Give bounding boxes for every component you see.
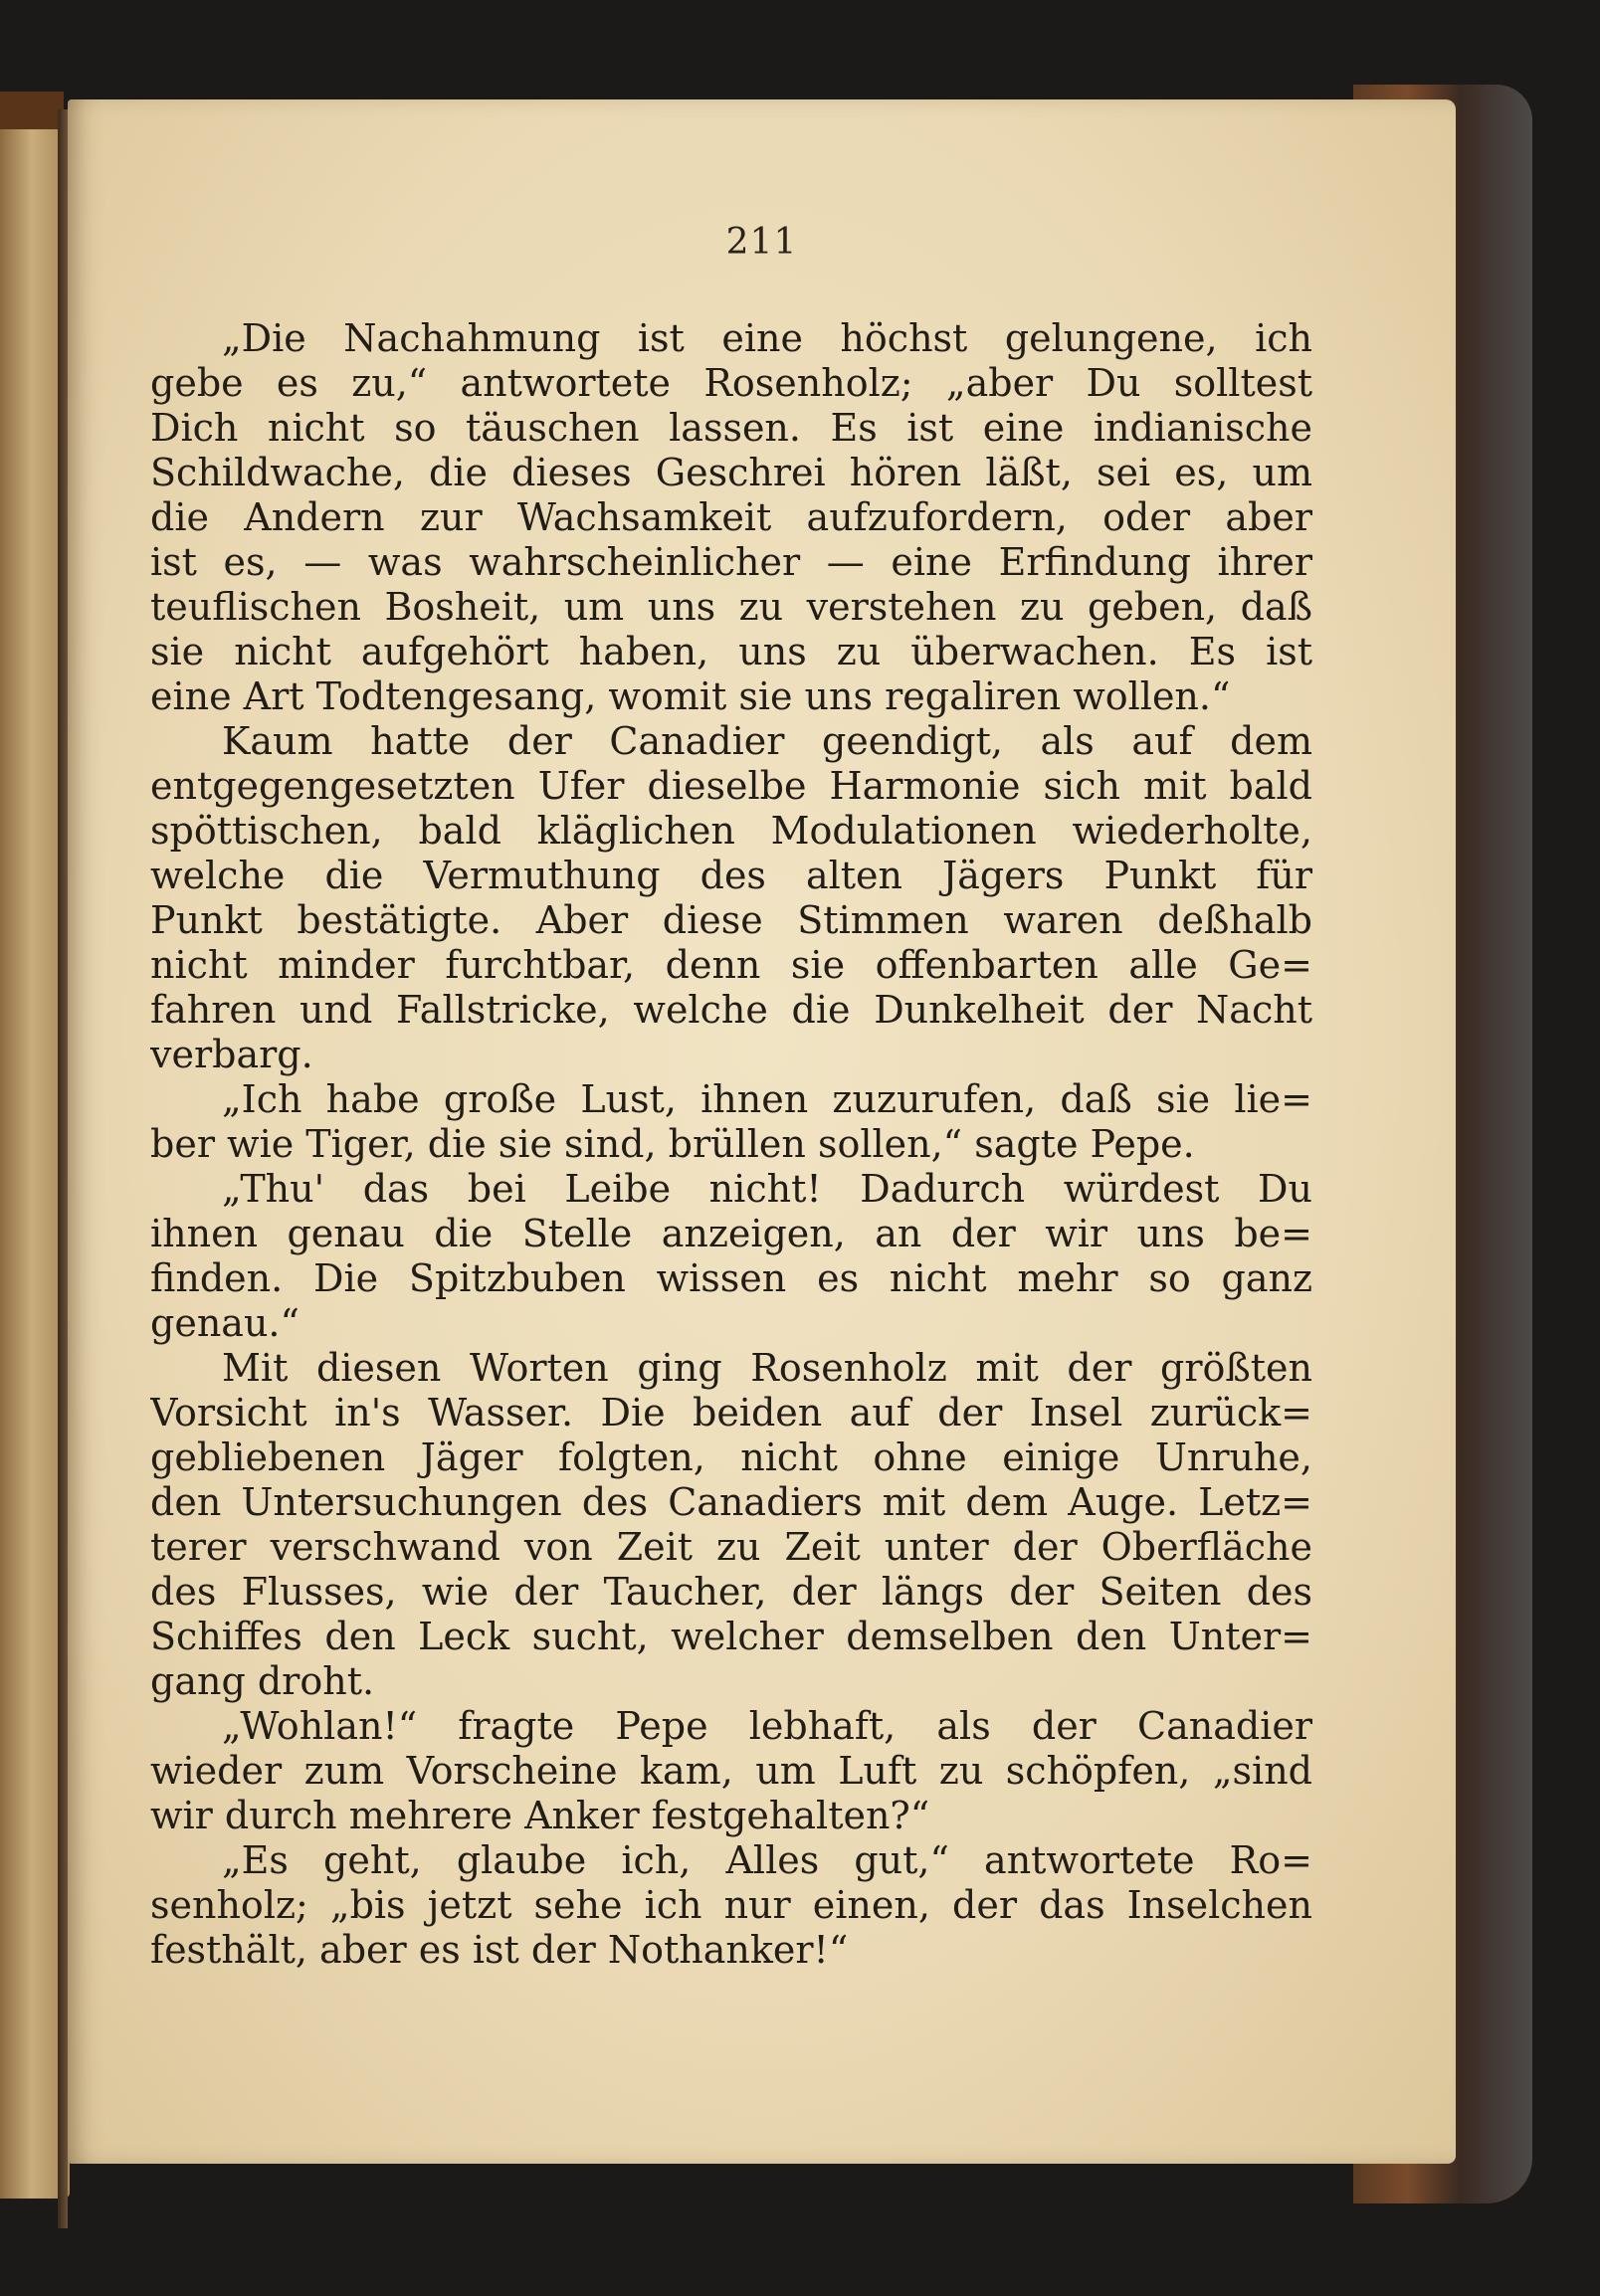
left-cover-edge (0, 92, 64, 129)
text-line: eine Art Todtengesang, womit sie uns regaliren wollen.“ (150, 674, 1231, 718)
text-line: finden. Die Spitzbuben wissen es nicht mehr so ganz (150, 1256, 1312, 1300)
text-line: „Ich habe große Lust, ihnen zuzurufen, daß sie lie= (222, 1077, 1312, 1121)
text-line: teuflischen Bosheit, um uns zu verstehen zu geben, daß (150, 585, 1312, 629)
text-line: den Untersuchungen des Canadiers mit dem Auge. Letz= (150, 1480, 1312, 1524)
text-line: gang droht. (150, 1659, 375, 1703)
text-line: Vorsicht in's Wasser. Die beiden auf der Insel zurück= (150, 1391, 1312, 1435)
page-number: 211 (725, 222, 798, 263)
text-line: ber wie Tiger, die sie sind, brüllen sollen,“ sagte Pepe. (150, 1122, 1195, 1166)
text-line: Schiffes den Leck sucht, welcher demselben den Unter= (150, 1615, 1312, 1658)
text-line: „Thu' das bei Leibe nicht! Dadurch würdest Du (222, 1167, 1312, 1211)
book-page (68, 99, 1456, 2164)
text-line: genau.“ (150, 1301, 300, 1345)
text-line: „Es geht, glaube ich, Alles gut,“ antwortete Ro= (222, 1838, 1312, 1882)
text-line: festhält, aber es ist der Nothanker!“ (150, 1928, 849, 1972)
text-line: gebe es zu,“ antwortete Rosenholz; „aber Du solltest (150, 361, 1312, 405)
text-line: spöttischen, bald kläglichen Modulationen wiederholte, (150, 809, 1312, 853)
text-line: fahren und Fallstricke, welche die Dunkelheit der Nacht (150, 988, 1312, 1032)
text-line: „Die Nachahmung ist eine höchst gelungene, ich (222, 316, 1312, 360)
text-line: „Wohlan!“ fragte Pepe lebhaft, als der Canadier (222, 1704, 1312, 1748)
text-line: die Andern zur Wachsamkeit aufzufordern, oder aber (150, 495, 1312, 539)
text-line: nicht minder furchtbar, denn sie offenbarten alle Ge= (150, 943, 1312, 987)
text-line: Punkt bestätigte. Aber diese Stimmen waren deßhalb (150, 898, 1312, 942)
text-line: gebliebenen Jäger folgten, nicht ohne einige Unruhe, (150, 1435, 1312, 1479)
text-line: Mit diesen Worten ging Rosenholz mit der größten (222, 1346, 1312, 1390)
text-line: ist es, — was wahrscheinlicher — eine Erfindung ihrer (150, 540, 1312, 584)
text-line: welche die Vermuthung des alten Jägers Punkt für (150, 854, 1312, 897)
text-line: Dich nicht so täuschen lassen. Es ist eine indianische (150, 406, 1312, 450)
text-line: wir durch mehrere Anker festgehalten?“ (150, 1794, 930, 1837)
text-line: verbarg. (150, 1033, 313, 1076)
text-line: senholz; „bis jetzt sehe ich nur einen, der das Inselchen (150, 1883, 1312, 1927)
text-line: wieder zum Vorscheine kam, um Luft zu schöpfen, „sind (150, 1749, 1312, 1793)
body-text (150, 316, 1312, 1973)
text-line: sie nicht aufgehört haben, uns zu überwachen. Es ist (150, 630, 1312, 673)
book-gutter (58, 109, 68, 2228)
text-line: Kaum hatte der Canadier geendigt, als auf dem (222, 719, 1312, 763)
text-line: des Flusses, wie der Taucher, der längs der Seiten des (150, 1570, 1312, 1614)
text-line: terer verschwand von Zeit zu Zeit unter der Oberfläche (150, 1525, 1312, 1569)
text-line: ihnen genau die Stelle anzeigen, an der wir uns be= (150, 1212, 1312, 1255)
text-line: entgegengesetzten Ufer dieselbe Harmonie sich mit bald (150, 764, 1312, 808)
text-line: Schildwache, die dieses Geschrei hören läßt, sei es, um (150, 451, 1312, 494)
